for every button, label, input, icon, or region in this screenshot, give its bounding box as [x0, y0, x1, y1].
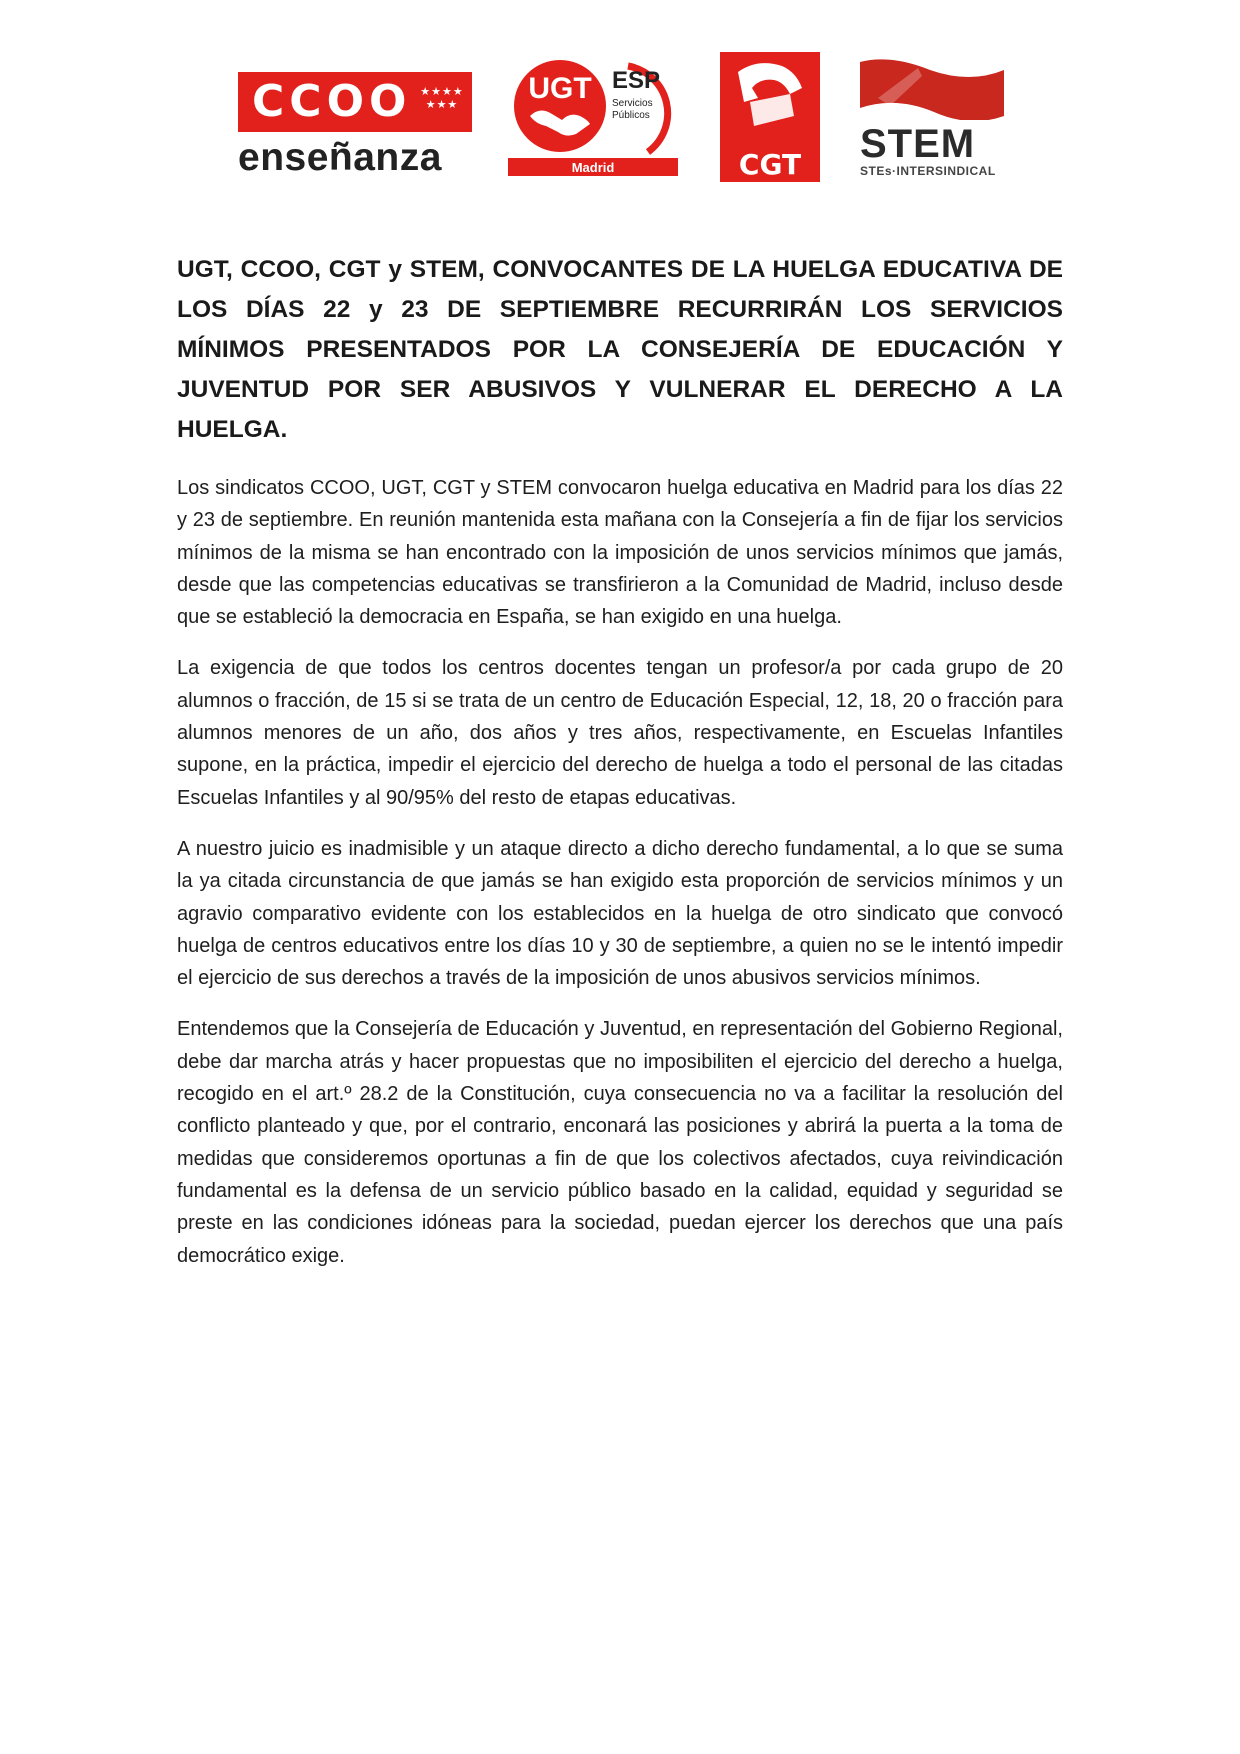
- stem-logo: [858, 58, 1006, 178]
- body-paragraph-4: Entendemos que la Consejería de Educación y Juventud, en representación del Gobierno Regional, debe dar marcha atrás y hacer propuestas que no imposibiliten el ejercicio del derecho a huelga, recogido en el art.º 28.2 de la Constitución, cuya consecuencia no va a facilitar la resolución del conflicto planteado y que, por el contrario, enconará las posiciones y abrirá la puerta a la toma de medidas que consideremos oportunas a fin de que los colectivos afectados, cuya reivindicación fundamental es la defensa de un servicio público basado en la calidad, equidad y seguridad se preste en las condiciones idóneas para la sociedad, puedan ejercer los derechos que una país democrático exige.: [177, 1018, 1063, 1267]
- ugt-logo-region: Madrid: [571, 160, 615, 175]
- ugt-fesp-logo: [508, 58, 684, 178]
- cgt-logo: [720, 52, 820, 182]
- logo-header: [0, 50, 1240, 190]
- ugt-logo-esp-line1: Servicios: [612, 98, 653, 109]
- cgt-logo-word: CGT: [738, 148, 802, 181]
- cgt-logo-graphic: [720, 52, 820, 182]
- ugt-logo-esp: ESP: [612, 67, 661, 94]
- ugt-logo-esp-line2: Públicos: [612, 110, 650, 121]
- body-paragraph-3: A nuestro juicio es inadmisible y un ataque directo a dicho derecho fundamental, a lo que se suma la ya citada circunstancia de que jamás se han exigido esta proporción de servicios mínimos y un agravio comparativo evidente con los establecidos en la huelga de otro sindicato que convocó huelga de centros educativos entre los días 10 y 30 de septiembre, a quien no se le intentó impedir el ejercicio de sus derechos a través de la imposición de unos abusivos servicios mínimos.: [177, 837, 1063, 990]
- body-paragraph-2: La exigencia de que todos los centros docentes tengan un profesor/a por cada grupo de 20 alumnos o fracción, de 15 si se trata de un centro de Educación Especial, 12, 18, 20 o fracción para alumnos menores de un año, dos años y tres años, respectivamente, en Escuelas Infantiles supone, en la práctica, impedir el ejercicio del derecho de huelga a todo el personal de las citadas Escuelas Infantiles y al 90/95% del resto de etapas educativas.: [177, 657, 1063, 809]
- stem-logo-word: STEM: [860, 122, 976, 166]
- ccoo-logo-subtitle: enseñanza: [238, 136, 442, 179]
- ccoo-logo-stars: ★★★★ ★★★: [420, 86, 464, 111]
- page-title: UGT, CCOO, CGT y STEM, CONVOCANTES DE LA HUELGA EDUCATIVA DE LOS DÍAS 22 y 23 DE SEPTIEMBRE RECURRIRÁN LOS SERVICIOS MÍNIMOS PRESENTADOS POR LA CONSEJERÍA DE EDUCACIÓN Y JUVENTUD POR SER ABUSIVOS Y VULNERAR EL DERECHO A LA HUELGA.: [177, 256, 1063, 443]
- press-release: [177, 250, 1063, 1291]
- stem-flag-icon: [858, 58, 1006, 120]
- stem-logo-subtitle: STEs·INTERSINDICAL: [860, 164, 996, 178]
- ugt-logo-word: UGT: [528, 72, 592, 105]
- body-paragraph-1: Los sindicatos CCOO, UGT, CGT y STEM convocaron huelga educativa en Madrid para los días 22 y 23 de septiembre. En reunión mantenida esta mañana con la Consejería a fin de fijar los servicios mínimos de la misma se han encontrado con la imposición de unos servicios mínimos que jamás, desde que las competencias educativas se transfirieron a la Comunidad de Madrid, incluso desde que se estableció la democracia en España, se han exigido en una huelga.: [177, 477, 1063, 629]
- stem-flag-shape: [860, 59, 1004, 120]
- ccoo-logo-word: CCOO: [252, 76, 412, 127]
- ugt-logo-graphic: [508, 58, 684, 178]
- ccoo-logo: [238, 72, 472, 192]
- ccoo-logo-bar: [238, 72, 472, 132]
